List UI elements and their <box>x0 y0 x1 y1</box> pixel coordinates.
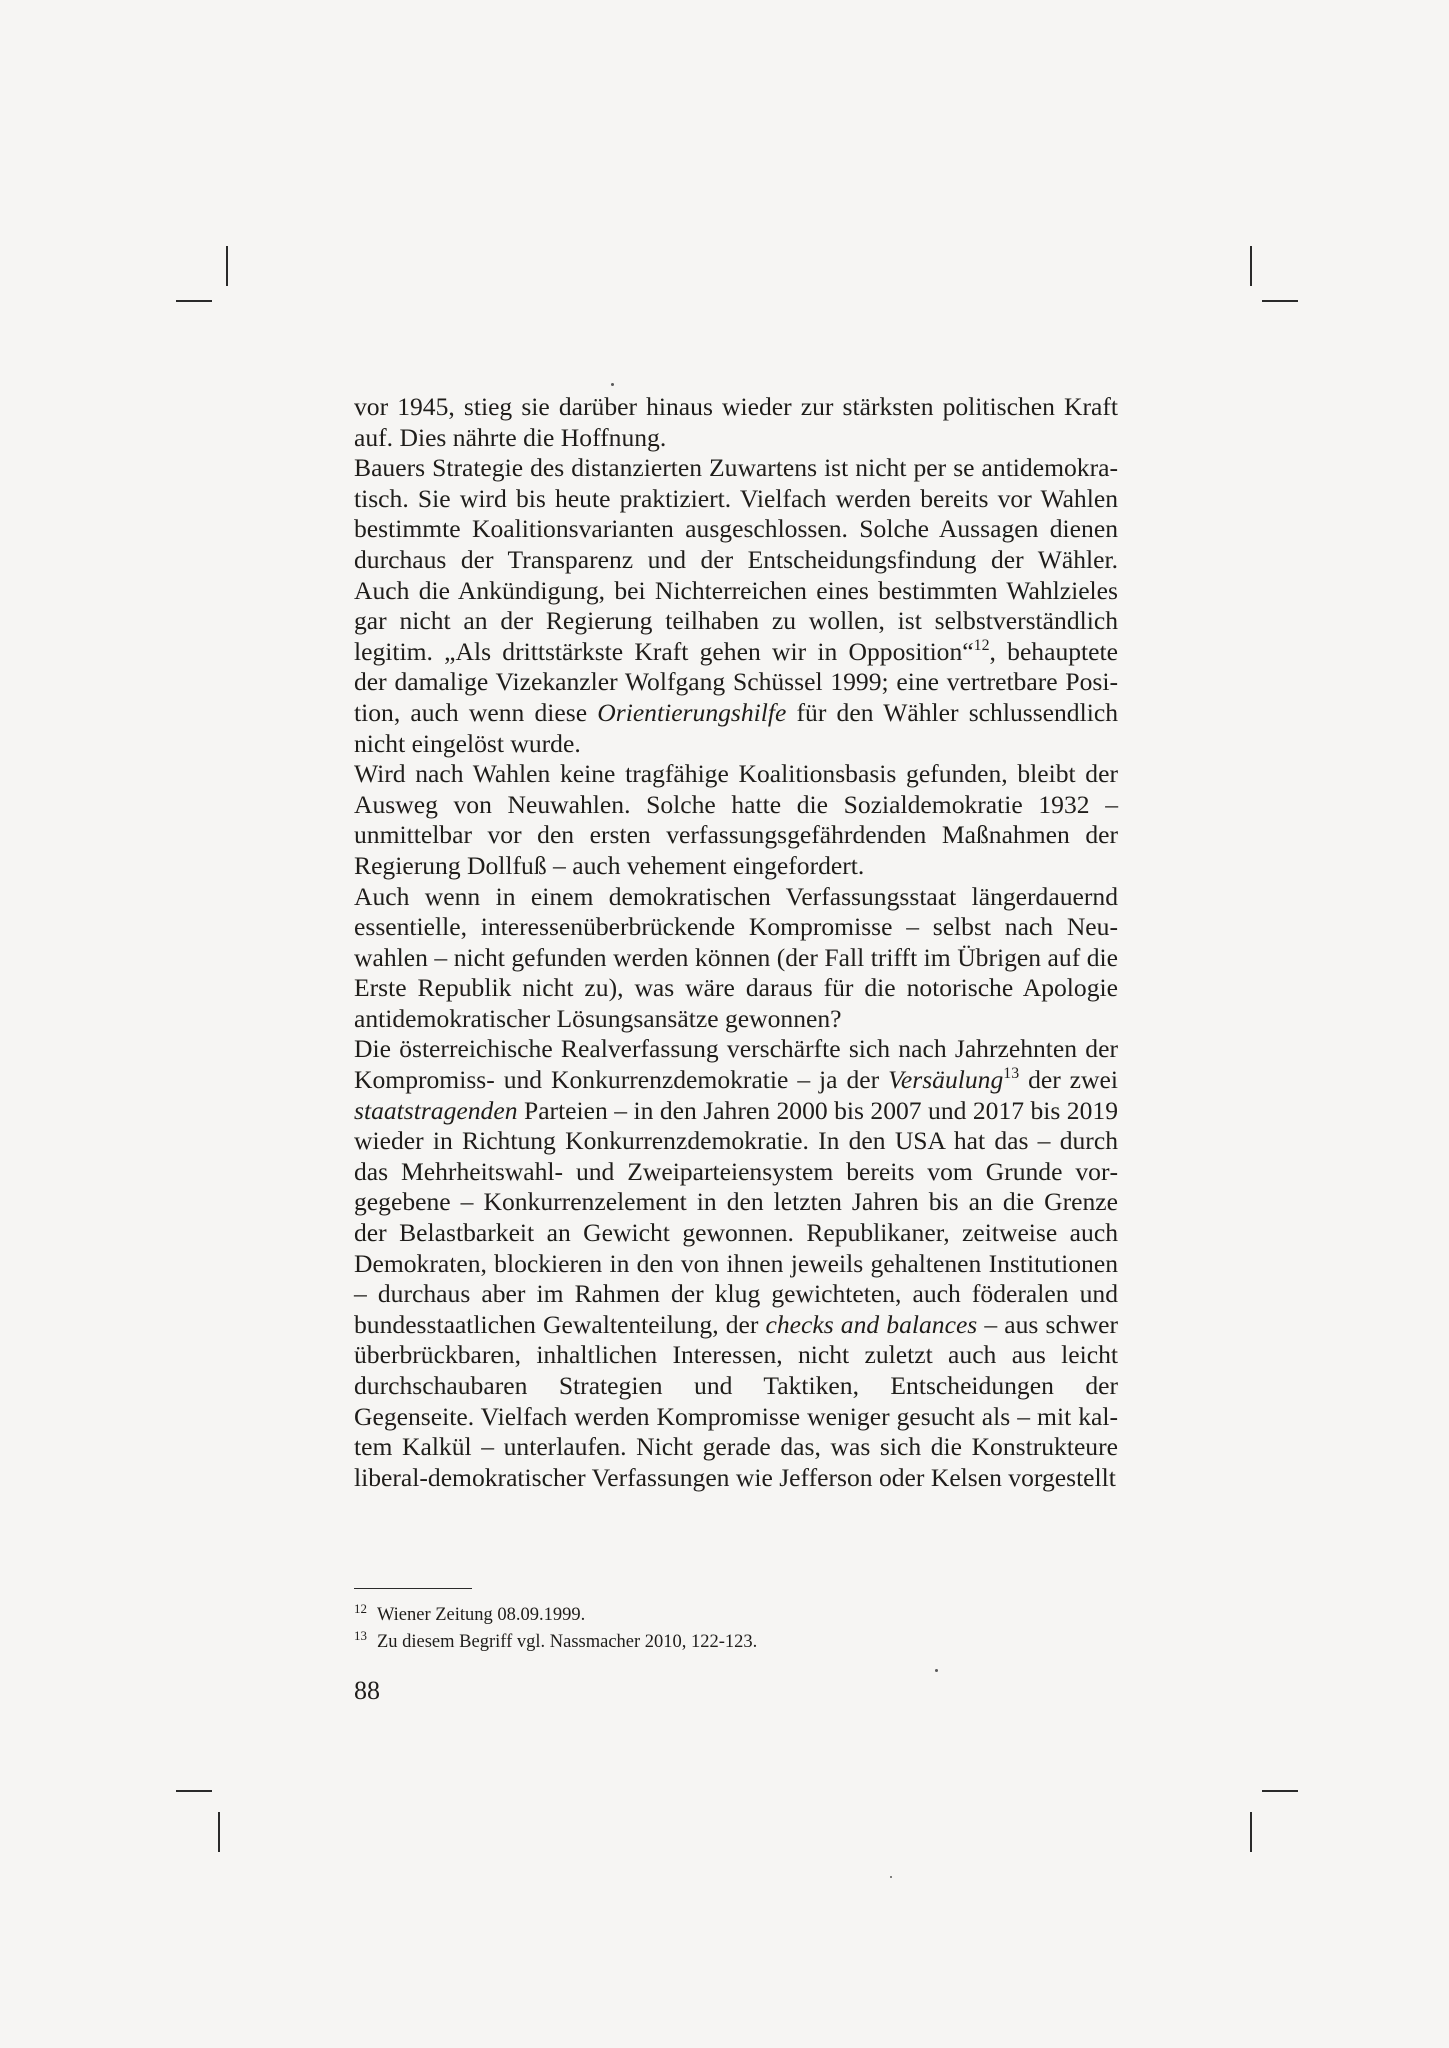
footnote-separator <box>354 1588 472 1589</box>
emphasis-text: Versäulung <box>888 1065 1004 1095</box>
text-run: Auch wenn in einem demokratischen Verfassungsstaat längerdauernd essentielle, interessenüberbrückende Kompromisse – selbst nach Neuwahlen – nicht gefunden werden können (der Fall trifft im Übrigen auf die Erste Republik nicht zu), was wäre daraus für die notorische Apologie antidemokratischer Lösungsansätze gewonnen? <box>354 881 1118 1033</box>
footnote-text: Wiener Zeitung 08.09.1999. <box>376 1605 586 1625</box>
body-text <box>354 392 1118 1493</box>
text-run: Parteien – in den Jahren 2000 bis 2007 und 2017 bis 2019 wieder in Richtung Konkurrenzdemokratie. In den USA hat das – durch das Mehrheitswahl- und Zweiparteiensystem bereits vom Grunde vorgegebene – Konkurrenzelement in den letzten Jahren bis an die Grenze der Belastbarkeit an Gewicht gewonnen. Republikaner, zeitweise auch Demokraten, blockieren in den von ihnen jeweils gehaltenen Institutionen – durchaus aber im Rahmen der klug gewichteten, auch föderalen und bundesstaatlichen Gewaltenteilung, der <box>354 1095 1118 1339</box>
crop-mark-top-right-vertical <box>1250 246 1252 286</box>
crop-mark-top-left-horizontal <box>176 300 212 302</box>
crop-mark-top-left-vertical <box>226 246 228 286</box>
text-run: , behauptete der damalige Vizekanzler Wolfgang Schüssel 1999; eine vertretbare Position, auch wenn diese <box>354 636 1118 727</box>
text-run: Die österreichische Realverfassung verschärfte sich nach Jahrzehnten der Kompromiss- und Konkurrenzdemokratie – ja der <box>354 1034 1118 1095</box>
footnotes <box>354 1602 1118 1656</box>
scan-speck <box>611 383 614 386</box>
scan-speck <box>890 1876 892 1878</box>
scan-speck <box>935 1669 938 1672</box>
text-run: Bauers Strategie des distanzierten Zuwartens ist nicht per se antidemokratisch. Sie wird bis heute praktiziert. Vielfach werden bereits vor Wahlen bestimmte Koalitionsvarianten ausgeschlossen. Solche Aussagen dienen durchaus der Transparenz und der Entscheidungsfindung der Wähler. Auch die Ankündigung, bei Nichterreichen eines bestimmten Wahlzieles gar nicht an der Regierung teilhaben zu wollen, ist selbstverständlich legitim. „Als drittstärkste Kraft gehen wir in Opposition“ <box>354 453 1118 666</box>
text-run: vor 1945, stieg sie darüber hinaus wieder zur stärksten politischen Kraft auf. Dies nährte die Hoffnung. <box>354 392 1118 452</box>
emphasis-text: Orientierungshilfe <box>597 697 787 727</box>
text-run: Wird nach Wahlen keine tragfähige Koalitionsbasis gefunden, bleibt der Ausweg von Neuwahlen. Solche hatte die Sozialdemokratie 1932 – unmittelbar vor den ersten verfassungsgefährdenden Maßnahmen der Regierung Dollfuß – auch vehement eingefordert. <box>354 759 1118 880</box>
footnote-ref: 12 <box>973 636 990 654</box>
crop-mark-top-right-horizontal <box>1262 300 1298 302</box>
text-run: – aus schwer überbrückbaren, inhaltlichen Interessen, nicht zuletzt auch aus leicht durchschaubaren Strategien und Taktiken, Entscheidungen der Gegenseite. Vielfach werden Kompromisse weniger gesucht als – mit kaltem Kalkül – unterlaufen. Nicht gerade das, was sich die Konstrukteure liberal-demokratischer Verfassungen wie Jefferson oder Kelsen vorgestellt <box>354 1309 1118 1492</box>
page-number: 88 <box>354 1676 380 1705</box>
body-paragraph <box>354 453 1118 759</box>
text-run: für den Wähler schlussendlich nicht eingelöst wurde. <box>354 697 1118 758</box>
body-paragraph <box>354 882 1118 1035</box>
crop-mark-bottom-left-horizontal <box>176 1790 212 1792</box>
emphasis-text: staatstragenden <box>354 1095 518 1125</box>
footnote-text: Zu diesem Begriff vgl. Nassmacher 2010, 122-123. <box>376 1632 758 1652</box>
emphasis-text: checks and balances <box>765 1309 978 1339</box>
body-paragraph <box>354 759 1118 881</box>
footnote-ref: 13 <box>1003 1065 1020 1083</box>
crop-mark-bottom-right-horizontal <box>1262 1790 1298 1792</box>
body-paragraph <box>354 392 1118 453</box>
footnote-number: 12 <box>354 1600 367 1616</box>
body-paragraph <box>354 1034 1118 1493</box>
crop-mark-bottom-right-vertical <box>1250 1812 1252 1852</box>
footnote-13 <box>354 1629 1118 1656</box>
crop-mark-bottom-left-vertical <box>218 1812 220 1852</box>
text-run: der zwei <box>1019 1065 1118 1095</box>
footnote-12 <box>354 1602 1118 1629</box>
footnote-number: 13 <box>354 1627 367 1643</box>
